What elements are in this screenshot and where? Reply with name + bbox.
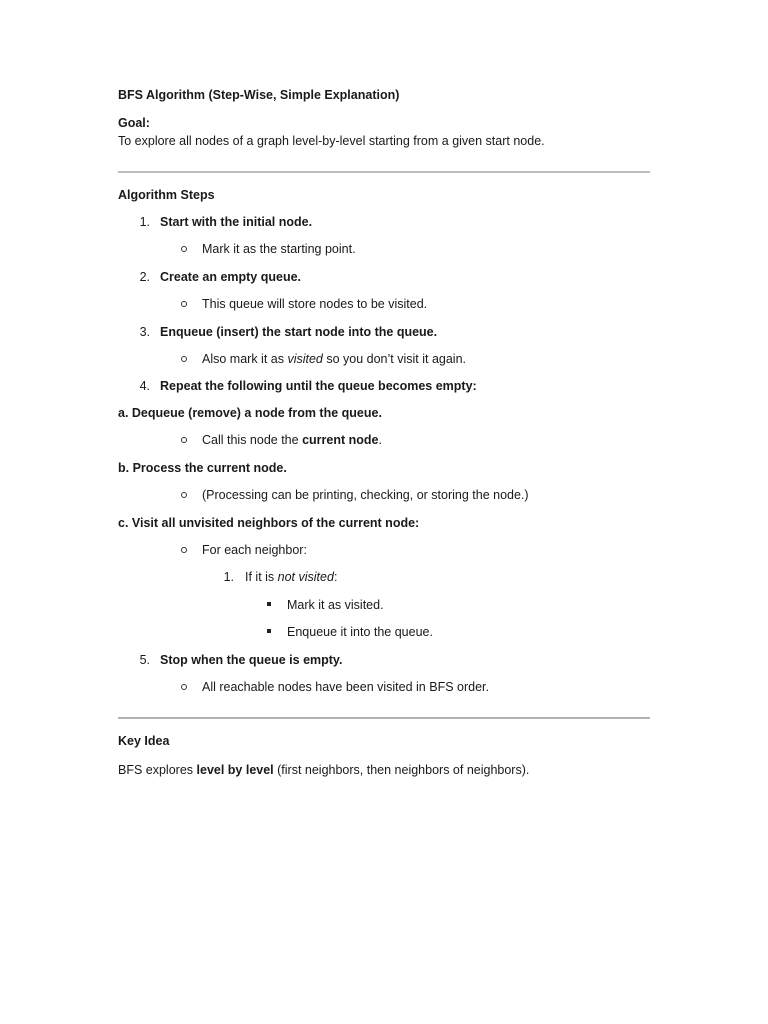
step-4-number: 4. [139, 379, 150, 393]
step-5-number: 5. [139, 653, 150, 667]
level-by-level-emphasis: level by level [196, 763, 274, 777]
document-title: BFS Algorithm (Step-Wise, Simple Explanation) [118, 88, 400, 102]
bullet-enqueue: Enqueue it into the queue. [287, 625, 433, 639]
visited-emphasis: visited [287, 352, 323, 366]
step-3-detail: Also mark it as visited so you don’t visit it again. [202, 352, 467, 366]
step-4b-title: b. Process the current node. [118, 461, 287, 475]
step-5-title: Stop when the queue is empty. [160, 653, 343, 667]
circle-bullet-icon [181, 437, 187, 443]
goal-text: To explore all nodes of a graph level-by-level starting from a given start node. [118, 134, 545, 148]
algorithm-heading: Algorithm Steps [118, 188, 215, 202]
step-4c-title: c. Visit all unvisited neighbors of the current node: [118, 516, 420, 530]
bullet-mark-visited: Mark it as visited. [287, 598, 384, 612]
step-1-detail: Mark it as the starting point. [202, 242, 356, 256]
step-4a-title: a. Dequeue (remove) a node from the queue. [118, 406, 382, 420]
step-4c-detail: For each neighbor: [202, 543, 307, 557]
key-idea-heading: Key Idea [118, 734, 170, 748]
step-2-number: 2. [139, 270, 150, 284]
inner-step-number: 1. [223, 570, 234, 584]
circle-bullet-icon [181, 547, 187, 553]
divider-1 [118, 171, 650, 173]
step-1-number: 1. [139, 215, 150, 229]
step-5-detail: All reachable nodes have been visited in BFS order. [202, 680, 489, 694]
step-2-title: Create an empty queue. [160, 270, 302, 284]
not-visited-emphasis: not visited [277, 570, 334, 584]
step-1-title: Start with the initial node. [160, 215, 313, 229]
step-3-number: 3. [139, 325, 150, 339]
step-4-title: Repeat the following until the queue becomes empty: [160, 379, 477, 393]
circle-bullet-icon [181, 301, 187, 307]
current-node-emphasis: current node [302, 433, 379, 447]
step-2-detail: This queue will store nodes to be visited. [202, 297, 428, 311]
square-bullet-icon [267, 602, 271, 606]
square-bullet-icon [267, 629, 271, 633]
inner-step-text: If it is not visited: [245, 570, 338, 584]
circle-bullet-icon [181, 684, 187, 690]
step-4a-detail: Call this node the current node. [202, 433, 382, 447]
step-4b-detail: (Processing can be printing, checking, or storing the node.) [202, 488, 529, 502]
key-idea-text: BFS explores level by level (first neighbors, then neighbors of neighbors). [118, 763, 530, 777]
goal-label: Goal: [118, 116, 150, 130]
circle-bullet-icon [181, 356, 187, 362]
circle-bullet-icon [181, 492, 187, 498]
circle-bullet-icon [181, 246, 187, 252]
step-3-title: Enqueue (insert) the start node into the queue. [160, 325, 438, 339]
divider-2 [118, 717, 650, 719]
